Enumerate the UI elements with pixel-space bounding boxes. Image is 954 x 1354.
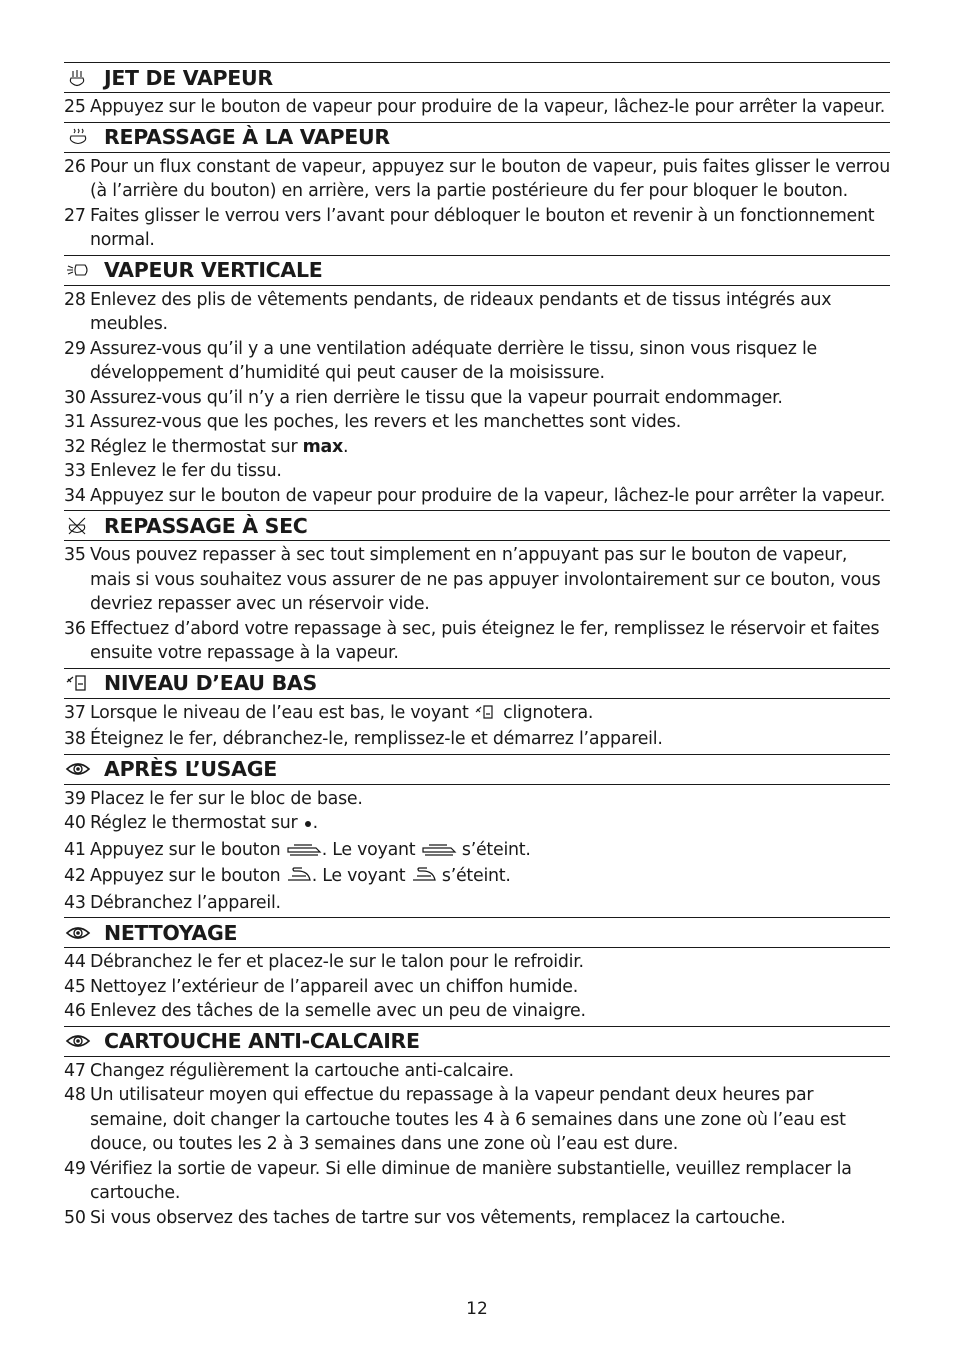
list-item: 50 Si vous observez des taches de tartre sur vos vêtements, remplacez la cartouche. xyxy=(64,1207,786,1228)
list-item: 48 Un utilisateur moyen qui effectue du repassage à la vapeur pendant deux heures par semaine, doit changer la cartouche toutes les 4 à 6 semaines dans une zone où l’eau est douce, ou toutes les 2 à 3 semaines dans une zone où l’eau est dure. xyxy=(64,1085,846,1154)
dry-ironing-icon xyxy=(65,515,95,537)
list-item: 26 Pour un flux constant de vapeur, appuyez sur le bouton de vapeur, puis faites glisser le verrou (à l’arrière du bouton) en arrière, vers la partie postérieure du fer pour bloquer le bouton. xyxy=(64,156,890,201)
section-repassage-sec xyxy=(64,510,890,667)
list-item: 28 Enlevez des plis de vêtements pendants, de rideaux pendants et de tissus intégrés aux meubles. xyxy=(64,289,832,334)
section-header xyxy=(64,668,890,699)
section-title: JET DE VAPEUR xyxy=(104,65,273,90)
list-item: 32 Réglez le thermostat sur max. xyxy=(64,436,349,457)
list-item: 40 Réglez le thermostat sur . xyxy=(64,811,890,838)
section-header xyxy=(64,122,890,153)
page-number: 12 xyxy=(466,1299,488,1319)
list-item: 31 Assurez-vous que les poches, les revers et les manchettes sont vides. xyxy=(64,412,682,432)
eye-icon xyxy=(65,758,95,780)
section-apres-usage xyxy=(64,754,890,917)
list-item: 29 Assurez-vous qu’il y a une ventilation adéquate derrière le tissu, sinon vous risquez le développement d’humidité qui peut causer de la moisissure. xyxy=(64,338,817,383)
section-header xyxy=(64,62,890,93)
list-item: 36 Effectuez d’abord votre repassage à sec, puis éteignez le fer, remplissez le réservoir et faites ensuite votre repassage à la vapeur. xyxy=(64,618,880,663)
list-item: 43 Débranchez l’appareil. xyxy=(64,892,281,913)
section-header xyxy=(64,255,890,286)
section-header xyxy=(64,510,890,541)
section-title: VAPEUR VERTICALE xyxy=(104,258,323,282)
list-item: 39 Placez le fer sur le bloc de base. xyxy=(64,788,363,809)
list-item: 35 Vous pouvez repasser à sec tout simplement en n’appuyant pas sur le bouton de vapeur, mais si vous souhaitez vous assurer de ne pas appuyer involontairement sur ce bouton, vous devriez repasser avec un réservoir vide. xyxy=(64,545,881,614)
steam-burst-icon xyxy=(65,67,95,89)
list-item: 33 Enlevez le fer du tissu. xyxy=(64,461,282,481)
section-title: APRÈS L’USAGE xyxy=(104,757,277,781)
iron-icon xyxy=(411,866,437,891)
section-jet-de-vapeur xyxy=(64,62,890,121)
low-water-icon xyxy=(474,703,498,728)
steam-generator-icon xyxy=(286,840,322,865)
low-water-icon xyxy=(65,672,95,694)
section-title: NETTOYAGE xyxy=(104,920,238,945)
section-title: CARTOUCHE ANTI-CALCAIRE xyxy=(104,1029,420,1053)
section-header xyxy=(64,917,890,948)
dot-icon xyxy=(303,813,313,838)
list-item: 34 Appuyez sur le bouton de vapeur pour produire de la vapeur, lâchez-le pour arrêter la vapeur. xyxy=(64,485,886,506)
list-item: 47 Changez régulièrement la cartouche anti-calcaire. xyxy=(64,1060,514,1081)
iron-icon xyxy=(286,866,312,891)
section-niveau-eau-bas xyxy=(64,668,890,753)
section-repassage-vapeur xyxy=(64,122,890,254)
list-item: 41 Appuyez sur le bouton . Le voyant s’éteint. xyxy=(64,838,890,865)
list-item: 25 Appuyez sur le bouton de vapeur pour produire de la vapeur, lâchez-le pour arrêter la vapeur. xyxy=(64,97,886,117)
list-item: 46 Enlevez des tâches de la semelle avec un peu de vinaigre. xyxy=(64,1001,586,1021)
steam-generator-icon xyxy=(421,840,457,865)
list-item: 42 Appuyez sur le bouton . Le voyant s’éteint. xyxy=(64,864,890,891)
section-title: REPASSAGE À LA VAPEUR xyxy=(104,125,390,149)
list-item: 27 Faites glisser le verrou vers l’avant pour débloquer le bouton et revenir à un fonctionnement normal. xyxy=(64,205,875,250)
list-item: 37 Lorsque le niveau de l’eau est bas, le voyant clignotera. xyxy=(64,701,890,728)
section-vapeur-verticale xyxy=(64,255,890,510)
section-header xyxy=(64,754,890,785)
list-item: 44 Débranchez le fer et placez-le sur le talon pour le refroidir. xyxy=(64,952,584,972)
section-title: REPASSAGE À SEC xyxy=(104,513,308,538)
section-nettoyage xyxy=(64,917,890,1025)
steam-ironing-icon xyxy=(65,126,95,148)
list-item: 45 Nettoyez l’extérieur de l’appareil avec un chiffon humide. xyxy=(64,976,578,997)
eye-icon xyxy=(65,1030,95,1052)
list-item: 38 Éteignez le fer, débranchez-le, remplissez-le et démarrez l’appareil. xyxy=(64,729,663,749)
section-cartouche-anti-calcaire xyxy=(64,1026,890,1232)
list-item: 49 Vérifiez la sortie de vapeur. Si elle diminue de manière substantielle, veuillez remplacer la cartouche. xyxy=(64,1158,852,1203)
document-page xyxy=(64,61,890,1231)
eye-icon xyxy=(65,922,95,944)
vertical-steam-icon xyxy=(65,259,95,281)
list-item: 30 Assurez-vous qu’il n’y a rien derrière le tissu que la vapeur pourrait endommager. xyxy=(64,387,783,408)
section-title: NIVEAU D’EAU BAS xyxy=(104,671,317,695)
section-header xyxy=(64,1026,890,1057)
